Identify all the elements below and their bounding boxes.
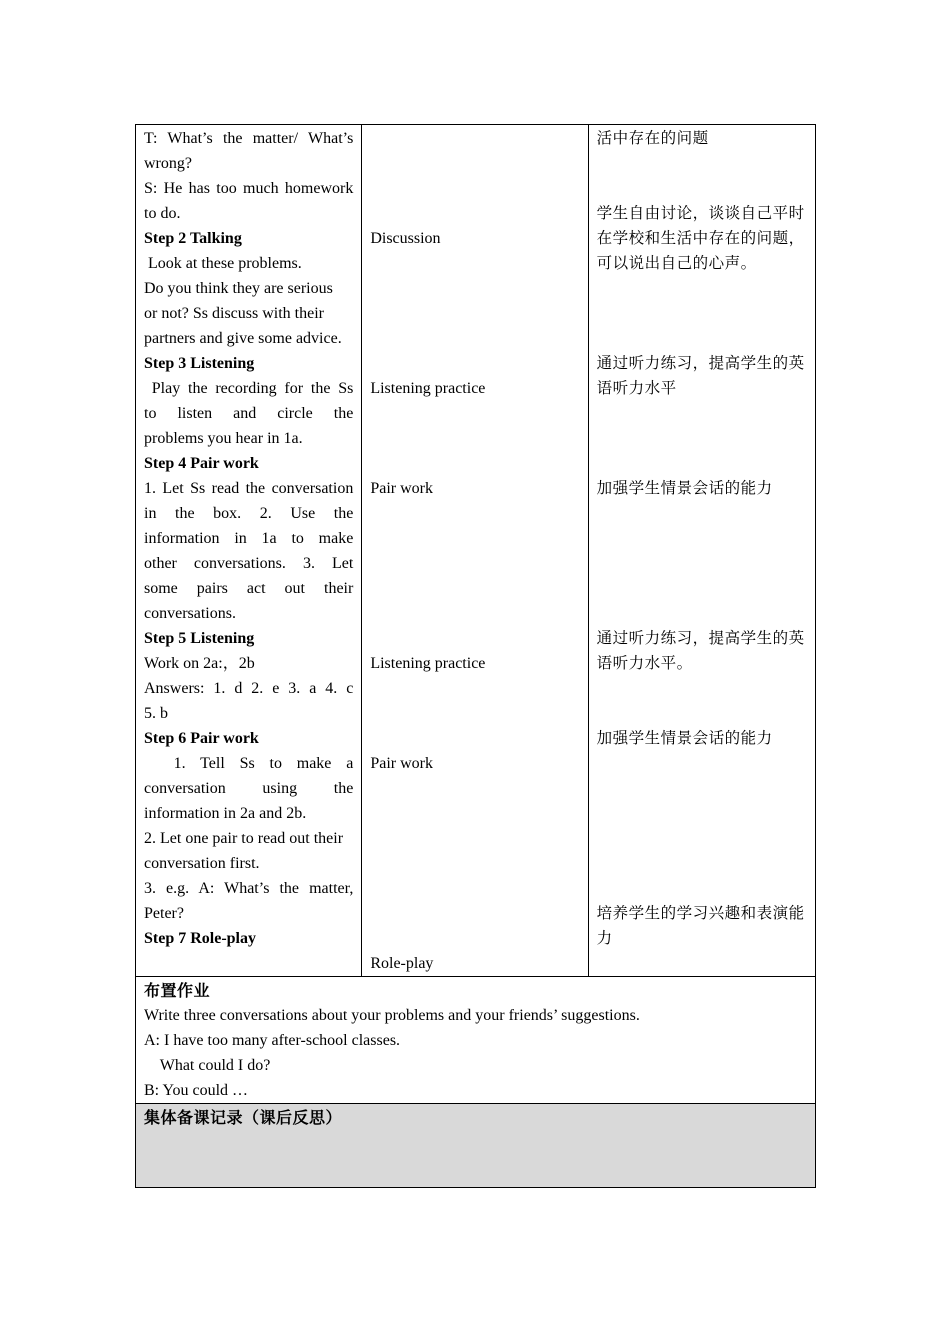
homework-section <box>135 976 816 1104</box>
step-text: Look at these problems. <box>144 255 302 272</box>
step-text: 1. Tell Ss to make a <box>144 755 354 772</box>
step-text: partners and give some advice. <box>144 330 342 347</box>
step-4-heading: Step 4 Pair work <box>144 455 259 472</box>
activity-listening-practice: Listening practice <box>370 380 486 397</box>
step-text: Peter? <box>144 905 184 922</box>
homework-line: A: I have too many after-school classes. <box>144 1032 401 1049</box>
homework-line: Write three conversations about your problems and your friends’ suggestions. <box>144 1007 640 1024</box>
group-lesson-notes-section <box>135 1104 816 1188</box>
step-text: conversation first. <box>144 855 260 872</box>
purpose-column <box>589 125 815 976</box>
step-text: or not? Ss discuss with their <box>144 305 324 322</box>
step-2-heading: Step 2 Talking <box>144 230 242 247</box>
activity-pair-work: Pair work <box>370 755 433 772</box>
step-text: Play the recording for the Ss <box>144 380 354 397</box>
step-text: problems you hear in 1a. <box>144 430 303 447</box>
activity-pair-work: Pair work <box>370 480 433 497</box>
activity-listening-practice: Listening practice <box>370 655 486 672</box>
step-text: 1. Let Ss read the conversation <box>144 480 354 497</box>
lesson-plan-page <box>135 124 816 1188</box>
step-text: 3. e.g. A: What’s the matter, <box>144 880 354 897</box>
dialogue-line: T: What’s the matter/ What’s <box>144 130 354 147</box>
step-text: other conversations. 3. Let <box>144 555 354 572</box>
step-text: some pairs act out their <box>144 580 354 597</box>
dialogue-line: to do. <box>144 205 181 222</box>
homework-title: 布置作业 <box>144 981 211 1000</box>
step-text: Do you think they are serious <box>144 280 333 297</box>
step-6-heading: Step 6 Pair work <box>144 730 259 747</box>
step-text: to listen and circle the <box>144 405 354 422</box>
step-text: 2. Let one pair to read out their <box>144 830 344 847</box>
purpose-text: 培养学生的学习兴趣和表演能力 <box>596 904 805 947</box>
purpose-text: 活中存在的问题 <box>596 129 709 147</box>
dialogue-line: S: He has too much homework <box>144 180 354 197</box>
activity-discussion: Discussion <box>370 230 441 247</box>
lesson-steps-table <box>135 124 816 976</box>
teaching-steps-column <box>136 125 362 976</box>
step-text: Work on 2a:，2b <box>144 655 255 672</box>
purpose-text: 加强学生情景会话的能力 <box>596 479 773 497</box>
homework-line: What could I do? <box>144 1057 271 1074</box>
purpose-text: 加强学生情景会话的能力 <box>596 729 773 747</box>
purpose-text: 学生自由讨论，谈谈自己平时在学校和生活中存在的问题，可以说出自己的心声。 <box>596 204 805 272</box>
step-text: 5. b <box>144 705 168 722</box>
purpose-text: 通过听力练习，提高学生的英语听力水平。 <box>596 629 805 672</box>
step-3-heading: Step 3 Listening <box>144 355 255 372</box>
step-text: information in 1a to make <box>144 530 354 547</box>
activity-role-play: Role-play <box>370 955 434 972</box>
homework-line: B: You could … <box>144 1082 249 1099</box>
step-5-heading: Step 5 Listening <box>144 630 255 647</box>
step-text: Answers: 1. d 2. e 3. a 4. c <box>144 680 354 697</box>
step-text: in the box. 2. Use the <box>144 505 354 522</box>
dialogue-line: wrong? <box>144 155 192 172</box>
purpose-text: 通过听力练习，提高学生的英语听力水平 <box>596 354 805 397</box>
step-text: conversation using the <box>144 780 354 797</box>
step-text: information in 2a and 2b. <box>144 805 307 822</box>
notes-title: 集体备课记录（课后反思） <box>144 1108 343 1127</box>
step-text: conversations. <box>144 605 236 622</box>
step-7-heading: Step 7 Role-play <box>144 930 256 947</box>
activity-type-column <box>362 125 588 976</box>
